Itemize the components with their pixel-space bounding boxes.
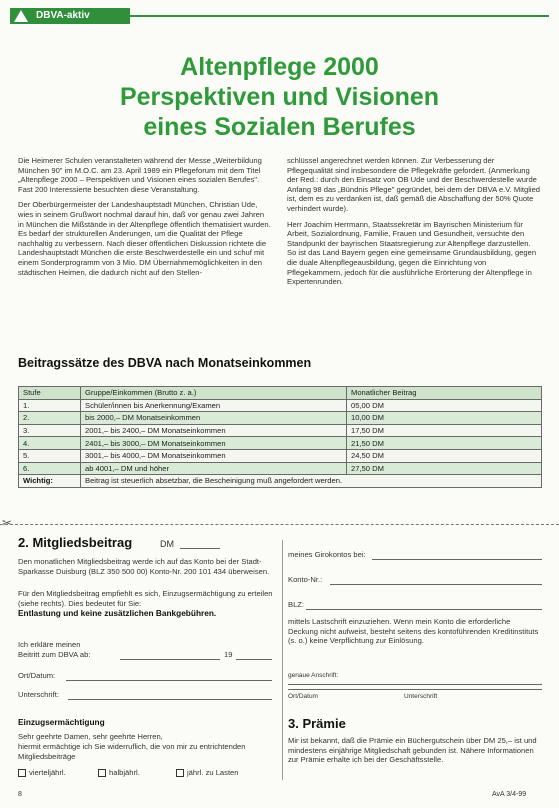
dm-label: DM [160,539,174,549]
table-row [19,437,542,450]
table-cell: 4. [19,437,81,450]
account-at-label: meines Girokontos bei: [288,550,366,559]
table-cell: Schüler/innen bis Anerkennung/Examen [81,399,347,412]
table-row [19,412,542,425]
article-paragraph: Die Heimerer Schulen veranstalteten während der Messe „Weiterbildung München 90" im M.O.C. am 23. April 1989 ein Pflegeforum mit dem Titel „Altenpflege 2000 – Perspektiven und Visionen eines sozialen Berufes". Fast 200 Interessierte besuchten diese Veranstaltung. [18,156,262,194]
table-header-row [19,387,542,400]
table-cell: 2401,– bis 3000,– DM Monatseinkommen [81,437,347,450]
table-row [19,399,542,412]
address-label: genaue Anschrift: [288,672,339,679]
title-line-2: Perspektiven und Visionen [119,83,440,111]
table-header-cell: Stufe [19,387,81,400]
table-header-cell: Monatlicher Beitrag [347,387,542,400]
note-label: Wichtig: [19,475,81,488]
join-date-field[interactable] [120,659,220,660]
scissors-icon: ✂ [2,516,13,530]
blz-field[interactable] [306,609,542,610]
checkbox-icon[interactable] [98,769,106,777]
table-cell: ab 4001,– DM und höher [81,462,347,475]
issue-label: AvA 3/4-99 [492,791,527,798]
option-yearly[interactable]: jährl. zu Lasten [176,768,239,778]
table-row [19,462,542,475]
address-field[interactable] [288,684,542,685]
place-date-field[interactable] [66,680,272,681]
debit-authorization: hiermit ermächtige ich Sie widerruflich, die von mir zu entrichtenden Mitgliedsbeiträge [18,742,246,761]
transfer-paragraph: Den monatlichen Mitgliedsbeitrag werde ich auf das Konto bei der Stadt-Sparkasse Duisburg (BLZ 350 500 00) Konto-Nr. 200 101 434 überweisen. [18,557,270,576]
article-left-column [18,156,272,283]
table-note-row [19,475,542,488]
table-row [19,424,542,437]
option-halfyearly[interactable]: halbjährl. [98,768,140,778]
title-line-3: eines Sozialen Berufes [143,113,416,141]
table-cell: 10,00 DM [347,412,542,425]
praemie-heading: 3. Prämie [288,716,346,731]
page-number: 8 [18,791,22,798]
triangle-icon [14,10,28,22]
title-line-1: Altenpflege 2000 [180,53,379,81]
fee-amount-field[interactable] [180,548,220,549]
table-cell: 5. [19,449,81,462]
table-cell: bis 2000,– DM Monatseinkommen [81,412,347,425]
table-cell: 17,50 DM [347,424,542,437]
debit-recommendation: Für den Mitgliedsbeitrag empfiehlt es sich, Einzugsermächtigung zu erteilen (siehe rechts). Dies bedeutet für Sie: [18,589,273,608]
year-prefix: 19 [224,650,233,659]
account-number-label: Konto-Nr.: [288,575,323,584]
bank-place-date-label: Ort/Datum [288,693,318,700]
article-paragraph: schlüssel angerechnet werden können. Zur Verbesserung der Pflegequalität sind insbesondere die Pflegekräfte gefordert. (Anmerkung der Red.: durch den Einsatz von OB Ude und der Beschwerdestelle wurde Anfang 98 das „Bündnis Pflege" gegründet, bei dem der DBVA e.V. Mitglied ist, dem es zu verdanken ist, daß gemäß die Abschaffung der 50% Quote verhindert wurde). [287,156,541,213]
bank-signature-label: Unterschrift [404,693,438,700]
debit-heading: Einzugsermächtigung [18,717,105,727]
fees-table [18,386,542,488]
table-cell: 05,00 DM [347,399,542,412]
section-label: DBVA-aktiv [36,10,90,21]
table-cell: 27,50 DM [347,462,542,475]
membership-fee-heading: 2. Mitgliedsbeitrag [18,535,133,550]
checkbox-icon[interactable] [176,769,184,777]
fees-title: Beitragssätze des DBVA nach Monatseinkommen [18,356,312,370]
table-cell: 3. [19,424,81,437]
table-cell: 6. [19,462,81,475]
join-text-1: Ich erkläre meinen [18,640,81,649]
praemie-text: Mir ist bekannt, daß die Prämie ein Büchergutschein über DM 25,– ist und mindestens einjährige Mitgliedschaft gebunden ist. Nähere Informationen zur Prämie erhalte ich bei der Geschäftsstelle. [288,736,537,764]
section-header [10,8,130,24]
table-cell: 2001,– bis 2400,– DM Monatseinkommen [81,424,347,437]
checkbox-icon[interactable] [18,769,26,777]
debit-salutation: Sehr geehrte Damen, sehr geehrte Herren, [18,732,163,741]
place-date-signature-line[interactable] [288,689,542,690]
benefit-text: Entlastung und keine zusätzlichen Bankgebühren. [18,608,217,618]
table-header-cell: Gruppe/Einkommen (Brutto z. a.) [81,387,347,400]
table-cell: 24,50 DM [347,449,542,462]
direct-debit-text: mittels Lastschrift einzuziehen. Wenn mein Konto die erforderliche Deckung nicht aufweist, besteht seitens des kontoführenden Kreditinstituts (s. o.) keine Verpflichtung zur Einlösung. [288,617,539,645]
signature-field[interactable] [68,699,272,700]
signature-label: Unterschrift: [18,690,59,699]
join-text-2: Beitritt zum DBVA ab: [18,650,91,659]
article-right-column [287,156,541,293]
table-cell: 21,50 DM [347,437,542,450]
account-number-field[interactable] [330,584,542,585]
bank-name-field[interactable] [372,559,542,560]
table-cell: 1. [19,399,81,412]
column-divider [282,540,283,780]
place-date-label: Ort/Datum: [18,671,56,680]
table-cell: 3001,– bis 4000,– DM Monatseinkommen [81,449,347,462]
cut-line [0,524,559,525]
article-paragraph: Der Oberbürgermeister der Landeshauptstadt München, Christian Ude, wies in seinem Grußwort nochmal darauf hin, daß vor genau zwei Jahren in München die Mißstände in der Altenpflege öffentlich thematisiert wurden. Es bedarf der strukturellen Änderungen, um die Qualität der Pflege nachhaltig zu verbessern. Nach dieser öffentlichen Diskussion richtete die Landeshauptstadt München die erste Beschwerdestelle ein und schuf mit einem Sonderprogramm von 3 Mio. DM Übernahmemöglichkeiten in den städtischen Heimen, die dadurch nicht auf den Stellen- [18,200,271,277]
header-rule [130,15,549,17]
article-paragraph: Herr Joachim Herrmann, Staatssekretär im Bayrischen Ministerium für Arbeit, Sozialordnung, Familie, Frauen und Gesundheit, versuchte den Standpunkt der bayrischen Staatsregierung zur Altenpflege darzustellen. So ist das Land Bayern gegen eine gemeinsame Grundausbildung, gegen die duale Altenpflegeausbildung, gegen die Einrichtung von Pflegekammern, jedoch für die ausführliche Erörterung der Altenpflege in Expertenrunden. [287,219,537,287]
option-quarterly[interactable]: vierteljährl. [18,768,66,778]
article-title [0,52,559,142]
table-cell: 2. [19,412,81,425]
join-year-field[interactable] [236,659,272,660]
note-text: Beitrag ist steuerlich absetzbar, die Bescheinigung muß angefordert werden. [81,475,542,488]
blz-label: BLZ: [288,600,305,609]
table-row [19,449,542,462]
